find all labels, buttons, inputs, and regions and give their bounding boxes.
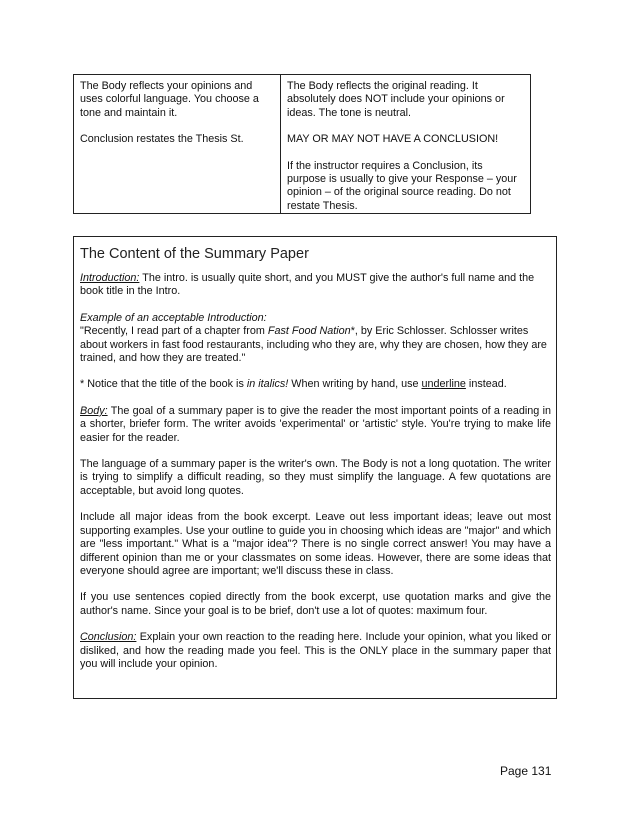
conclusion-paragraph	[80, 631, 551, 671]
summary-paper-column	[281, 75, 530, 213]
notice-underline: underline	[421, 378, 466, 391]
notice-text-start: * Notice that the title of the book is	[80, 378, 247, 391]
body-paragraph	[80, 405, 551, 445]
quotes-paragraph: If you use sentences copied directly from the book excerpt, use quotation marks and give the author's name. Since your goal is to be brief, don't use a lot of quotes: maximum four.	[80, 591, 551, 617]
response-paper-column	[74, 75, 281, 213]
notice-italic: in italics!	[246, 378, 289, 391]
intro-label: Introduction:	[80, 272, 140, 284]
right-body-text: The Body reflects the original reading. It absolutely does NOT include your opinions or ideas. The tone is neutral.	[287, 80, 505, 119]
body-label: Body:	[80, 404, 108, 417]
right-conclusion-heading: MAY OR MAY NOT HAVE A CONCLUSION!	[287, 133, 499, 146]
notice-text-end: instead.	[465, 378, 507, 391]
left-conclusion-text: Conclusion restates the Thesis St.	[80, 133, 244, 146]
example-paragraph	[80, 312, 551, 366]
section-title: The Content of the Summary Paper	[80, 246, 309, 262]
body-text: The goal of a summary paper is to give the reader the most important points of a reading in a shorter, briefer form. The writer avoids 'experimental' or 'artistic' style. You're trying to make life easier for the reader.	[80, 404, 551, 444]
comparison-table	[73, 74, 531, 214]
example-quote-start: "Recently, I read part of a chapter from	[80, 325, 268, 338]
notice-text-middle: When writing by hand, use	[288, 378, 422, 391]
page-number: Page 131	[500, 764, 552, 778]
example-quote-end: *, by Eric Schlosser. Schlosser writes about workers in fast food restaurants, including who they are, why they are chosen, how they are trained, and how they are treated."	[80, 325, 547, 365]
right-conclusion-text: If the instructor requires a Conclusion, its purpose is usually to give your Response – your opinion – of the original source reading. Do not restate Thesis.	[287, 159, 517, 212]
conclusion-label: Conclusion:	[80, 631, 137, 644]
summary-content-box	[73, 236, 557, 699]
notice-paragraph	[80, 378, 551, 391]
left-body-text: The Body reflects your opinions and uses colorful language. You choose a tone and maintain it.	[80, 80, 259, 119]
intro-text: The intro. is usually quite short, and you MUST give the author's full name and the book title in the Intro.	[80, 272, 535, 298]
example-heading: Example of an acceptable Introduction:	[80, 311, 267, 324]
intro-paragraph	[80, 272, 551, 299]
conclusion-text: Explain your own reaction to the reading here. Include your opinion, what you liked or disliked, and how the reading made you feel. This is the ONLY place in the summary paper that you will include your opinion.	[80, 631, 551, 670]
major-ideas-paragraph: Include all major ideas from the book excerpt. Leave out less important ideas; leave out most supporting examples. Use your outline to guide you in choosing which ideas are "major" and which are "less important." What is a "major idea"? There is no single correct answer! You may have a different opinion than me or your classmates on some ideas. However, there are some ideas that everyone should agree are important; we'll discuss these in class.	[80, 511, 551, 577]
language-paragraph: The language of a summary paper is the writer's own. The Body is not a long quotation. The writer is trying to simplify a difficult reading, so they must simplify the language. A few quotations are acceptable, but avoid long quotes.	[80, 458, 551, 497]
example-book-title: Fast Food Nation	[267, 325, 351, 338]
